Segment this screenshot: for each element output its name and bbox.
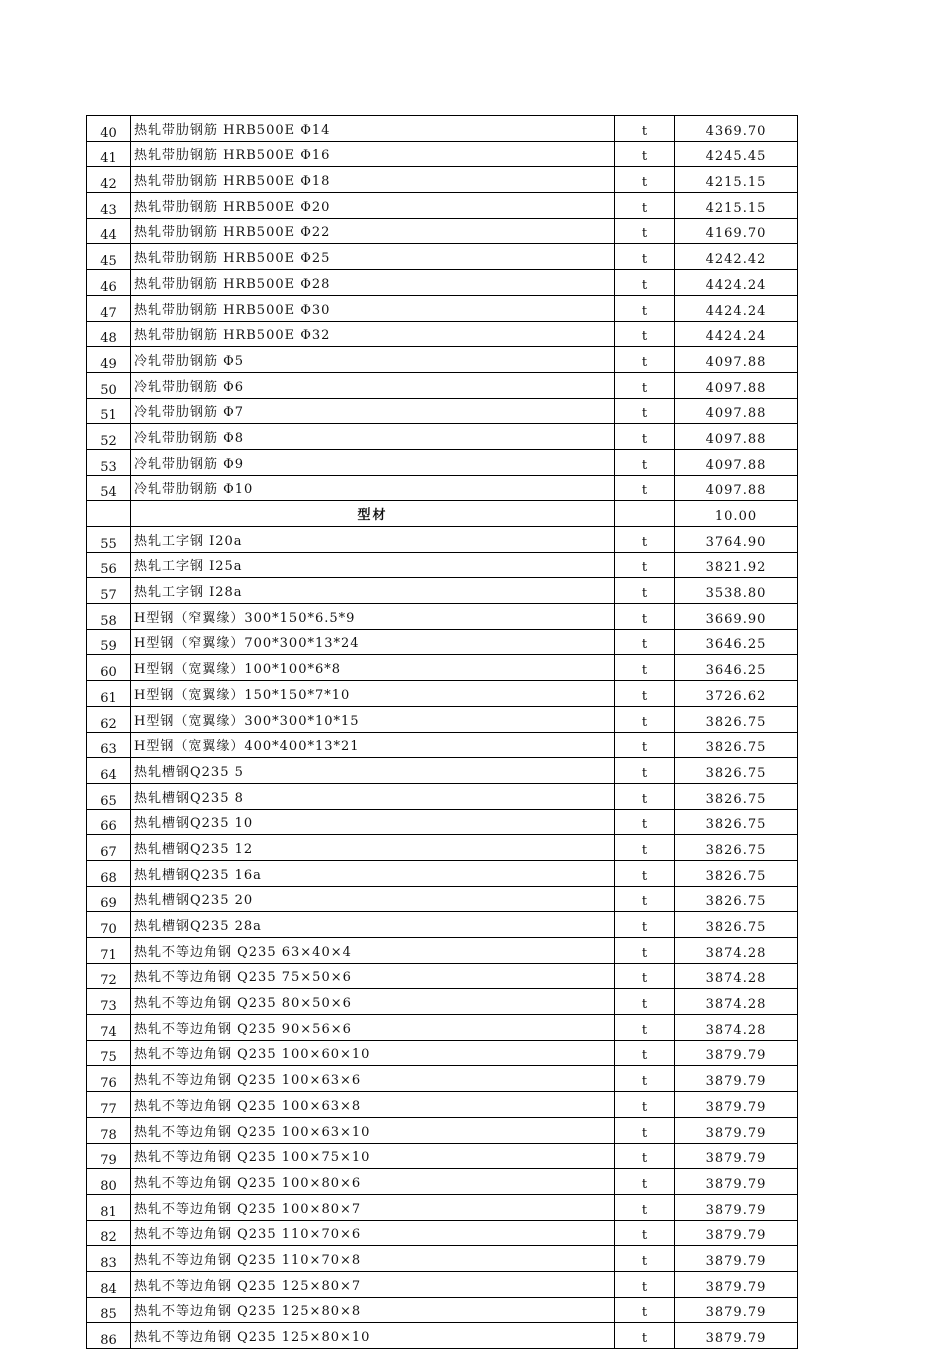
table-row bbox=[87, 758, 798, 784]
price-cell: 3879.79 bbox=[675, 1169, 798, 1195]
price-cell: 3726.62 bbox=[675, 681, 798, 707]
price-cell: 3879.79 bbox=[675, 1194, 798, 1220]
row-number-cell: 43 bbox=[87, 193, 131, 219]
table-row bbox=[87, 295, 798, 321]
material-name-cell: 热轧工字钢 I28a bbox=[131, 578, 615, 604]
material-name-cell: 热轧带肋钢筋 HRB500E Φ32 bbox=[131, 321, 615, 347]
price-cell: 3874.28 bbox=[675, 1015, 798, 1041]
price-cell: 3826.75 bbox=[675, 732, 798, 758]
material-name-cell: 冷轧带肋钢筋 Φ5 bbox=[131, 347, 615, 373]
material-name-cell: 冷轧带肋钢筋 Φ7 bbox=[131, 398, 615, 424]
table-row bbox=[87, 424, 798, 450]
price-cell: 4215.15 bbox=[675, 193, 798, 219]
row-number-cell: 55 bbox=[87, 527, 131, 553]
price-cell: 4097.88 bbox=[675, 398, 798, 424]
material-name-cell: 热轧不等边角钢 Q235 100×75×10 bbox=[131, 1143, 615, 1169]
price-cell: 4097.88 bbox=[675, 424, 798, 450]
unit-cell: t bbox=[615, 629, 675, 655]
material-name-cell: 热轧带肋钢筋 HRB500E Φ30 bbox=[131, 295, 615, 321]
material-name-cell: 热轧带肋钢筋 HRB500E Φ14 bbox=[131, 116, 615, 142]
table-row bbox=[87, 629, 798, 655]
material-name-cell: 冷轧带肋钢筋 Φ9 bbox=[131, 449, 615, 475]
material-name-cell: H型钢（宽翼缘）150*150*7*10 bbox=[131, 681, 615, 707]
price-cell: 4424.24 bbox=[675, 321, 798, 347]
row-number-cell: 58 bbox=[87, 604, 131, 630]
material-name-cell: 热轧不等边角钢 Q235 125×80×7 bbox=[131, 1271, 615, 1297]
material-name-cell: 热轧不等边角钢 Q235 110×70×6 bbox=[131, 1220, 615, 1246]
table-row bbox=[87, 347, 798, 373]
row-number-cell: 50 bbox=[87, 372, 131, 398]
table-row bbox=[87, 912, 798, 938]
table-row bbox=[87, 1271, 798, 1297]
price-cell: 3874.28 bbox=[675, 989, 798, 1015]
material-name-cell: 热轧不等边角钢 Q235 100×63×10 bbox=[131, 1117, 615, 1143]
price-cell: 3874.28 bbox=[675, 938, 798, 964]
price-cell: 3826.75 bbox=[675, 835, 798, 861]
row-number-cell: 85 bbox=[87, 1297, 131, 1323]
table-body bbox=[87, 116, 798, 1349]
material-name-cell: 热轧不等边角钢 Q235 100×80×7 bbox=[131, 1194, 615, 1220]
unit-cell: t bbox=[615, 116, 675, 142]
price-cell: 4242.42 bbox=[675, 244, 798, 270]
unit-cell: t bbox=[615, 141, 675, 167]
material-name-cell: 热轧不等边角钢 Q235 100×63×8 bbox=[131, 1092, 615, 1118]
unit-cell: t bbox=[615, 681, 675, 707]
unit-cell: t bbox=[615, 1220, 675, 1246]
table-row bbox=[87, 193, 798, 219]
row-number-cell: 70 bbox=[87, 912, 131, 938]
price-cell: 3646.25 bbox=[675, 655, 798, 681]
price-cell: 3879.79 bbox=[675, 1323, 798, 1349]
row-number-cell: 60 bbox=[87, 655, 131, 681]
table-row bbox=[87, 1323, 798, 1349]
unit-cell: t bbox=[615, 321, 675, 347]
row-number-cell: 45 bbox=[87, 244, 131, 270]
table-row bbox=[87, 1015, 798, 1041]
unit-cell: t bbox=[615, 193, 675, 219]
table-row bbox=[87, 1246, 798, 1272]
price-cell: 3826.75 bbox=[675, 886, 798, 912]
price-cell: 3879.79 bbox=[675, 1117, 798, 1143]
row-number-cell: 71 bbox=[87, 938, 131, 964]
unit-cell: t bbox=[615, 1246, 675, 1272]
row-number-cell: 54 bbox=[87, 475, 131, 501]
row-number-cell: 40 bbox=[87, 116, 131, 142]
material-name-cell: 热轧带肋钢筋 HRB500E Φ25 bbox=[131, 244, 615, 270]
material-name-cell: H型钢（宽翼缘）400*400*13*21 bbox=[131, 732, 615, 758]
row-number-cell: 66 bbox=[87, 809, 131, 835]
unit-cell: t bbox=[615, 1143, 675, 1169]
material-name-cell: 热轧不等边角钢 Q235 125×80×10 bbox=[131, 1323, 615, 1349]
price-cell: 4424.24 bbox=[675, 270, 798, 296]
price-cell: 3879.79 bbox=[675, 1271, 798, 1297]
table-row bbox=[87, 732, 798, 758]
unit-cell: t bbox=[615, 655, 675, 681]
price-cell: 3821.92 bbox=[675, 552, 798, 578]
row-number-cell: 74 bbox=[87, 1015, 131, 1041]
material-name-cell: 热轧槽钢Q235 10 bbox=[131, 809, 615, 835]
row-number-cell: 86 bbox=[87, 1323, 131, 1349]
row-number-cell: 69 bbox=[87, 886, 131, 912]
unit-cell: t bbox=[615, 1271, 675, 1297]
unit-cell: t bbox=[615, 1066, 675, 1092]
material-name-cell: 热轧工字钢 I20a bbox=[131, 527, 615, 553]
unit-cell: t bbox=[615, 938, 675, 964]
price-cell: 3826.75 bbox=[675, 706, 798, 732]
material-name-cell: 热轧槽钢Q235 16a bbox=[131, 860, 615, 886]
unit-cell: t bbox=[615, 860, 675, 886]
table-row bbox=[87, 398, 798, 424]
row-number-cell: 51 bbox=[87, 398, 131, 424]
material-name-cell: 热轧不等边角钢 Q235 100×63×6 bbox=[131, 1066, 615, 1092]
price-cell: 3826.75 bbox=[675, 912, 798, 938]
material-name-cell: 热轧不等边角钢 Q235 90×56×6 bbox=[131, 1015, 615, 1041]
table-row bbox=[87, 578, 798, 604]
table-row bbox=[87, 167, 798, 193]
price-cell: 4245.45 bbox=[675, 141, 798, 167]
row-number-cell: 77 bbox=[87, 1092, 131, 1118]
material-name-cell: 热轧槽钢Q235 12 bbox=[131, 835, 615, 861]
section-title-cell: 型材 bbox=[131, 501, 615, 527]
price-cell: 4215.15 bbox=[675, 167, 798, 193]
price-cell: 3879.79 bbox=[675, 1040, 798, 1066]
unit-cell: t bbox=[615, 1169, 675, 1195]
row-number-cell: 62 bbox=[87, 706, 131, 732]
table-row bbox=[87, 681, 798, 707]
material-name-cell: 热轧工字钢 I25a bbox=[131, 552, 615, 578]
row-number-cell: 56 bbox=[87, 552, 131, 578]
unit-cell: t bbox=[615, 398, 675, 424]
row-number-cell: 80 bbox=[87, 1169, 131, 1195]
table-row bbox=[87, 552, 798, 578]
section-number-cell bbox=[87, 501, 131, 527]
unit-cell: t bbox=[615, 783, 675, 809]
table-row bbox=[87, 706, 798, 732]
table-row bbox=[87, 1220, 798, 1246]
material-name-cell: 热轧不等边角钢 Q235 125×80×8 bbox=[131, 1297, 615, 1323]
unit-cell: t bbox=[615, 758, 675, 784]
table-row bbox=[87, 449, 798, 475]
table-row bbox=[87, 809, 798, 835]
material-name-cell: 热轧不等边角钢 Q235 100×80×6 bbox=[131, 1169, 615, 1195]
row-number-cell: 64 bbox=[87, 758, 131, 784]
unit-cell: t bbox=[615, 706, 675, 732]
table-row bbox=[87, 1169, 798, 1195]
table-row bbox=[87, 860, 798, 886]
material-name-cell: 热轧带肋钢筋 HRB500E Φ18 bbox=[131, 167, 615, 193]
material-name-cell: 冷轧带肋钢筋 Φ10 bbox=[131, 475, 615, 501]
table-row bbox=[87, 321, 798, 347]
unit-cell: t bbox=[615, 1194, 675, 1220]
row-number-cell: 84 bbox=[87, 1271, 131, 1297]
material-name-cell: 热轧槽钢Q235 5 bbox=[131, 758, 615, 784]
unit-cell: t bbox=[615, 372, 675, 398]
row-number-cell: 59 bbox=[87, 629, 131, 655]
unit-cell: t bbox=[615, 989, 675, 1015]
table-row bbox=[87, 372, 798, 398]
material-name-cell: 热轧槽钢Q235 28a bbox=[131, 912, 615, 938]
table-row bbox=[87, 835, 798, 861]
price-cell: 4097.88 bbox=[675, 347, 798, 373]
row-number-cell: 73 bbox=[87, 989, 131, 1015]
material-name-cell: 热轧不等边角钢 Q235 100×60×10 bbox=[131, 1040, 615, 1066]
table-row bbox=[87, 1092, 798, 1118]
price-cell: 3826.75 bbox=[675, 783, 798, 809]
section-unit-cell bbox=[615, 501, 675, 527]
unit-cell: t bbox=[615, 1015, 675, 1041]
unit-cell: t bbox=[615, 1297, 675, 1323]
row-number-cell: 75 bbox=[87, 1040, 131, 1066]
material-name-cell: 热轧不等边角钢 Q235 75×50×6 bbox=[131, 963, 615, 989]
price-cell: 3879.79 bbox=[675, 1143, 798, 1169]
table-row bbox=[87, 655, 798, 681]
table-row bbox=[87, 938, 798, 964]
row-number-cell: 52 bbox=[87, 424, 131, 450]
price-cell: 4097.88 bbox=[675, 449, 798, 475]
price-cell: 4097.88 bbox=[675, 475, 798, 501]
material-name-cell: H型钢（宽翼缘）300*300*10*15 bbox=[131, 706, 615, 732]
row-number-cell: 72 bbox=[87, 963, 131, 989]
row-number-cell: 67 bbox=[87, 835, 131, 861]
unit-cell: t bbox=[615, 424, 675, 450]
row-number-cell: 63 bbox=[87, 732, 131, 758]
unit-cell: t bbox=[615, 552, 675, 578]
material-name-cell: 热轧带肋钢筋 HRB500E Φ20 bbox=[131, 193, 615, 219]
row-number-cell: 47 bbox=[87, 295, 131, 321]
unit-cell: t bbox=[615, 167, 675, 193]
row-number-cell: 41 bbox=[87, 141, 131, 167]
price-cell: 3669.90 bbox=[675, 604, 798, 630]
material-name-cell: H型钢（窄翼缘）300*150*6.5*9 bbox=[131, 604, 615, 630]
material-name-cell: 冷轧带肋钢筋 Φ6 bbox=[131, 372, 615, 398]
price-cell: 3874.28 bbox=[675, 963, 798, 989]
unit-cell: t bbox=[615, 835, 675, 861]
row-number-cell: 65 bbox=[87, 783, 131, 809]
unit-cell: t bbox=[615, 886, 675, 912]
row-number-cell: 76 bbox=[87, 1066, 131, 1092]
table-row bbox=[87, 989, 798, 1015]
table-row bbox=[87, 1066, 798, 1092]
unit-cell: t bbox=[615, 912, 675, 938]
row-number-cell: 49 bbox=[87, 347, 131, 373]
section-header-row bbox=[87, 501, 798, 527]
unit-cell: t bbox=[615, 1117, 675, 1143]
price-table bbox=[86, 115, 798, 1349]
price-cell: 4169.70 bbox=[675, 218, 798, 244]
unit-cell: t bbox=[615, 527, 675, 553]
unit-cell: t bbox=[615, 295, 675, 321]
row-number-cell: 79 bbox=[87, 1143, 131, 1169]
material-name-cell: 热轧不等边角钢 Q235 80×50×6 bbox=[131, 989, 615, 1015]
row-number-cell: 83 bbox=[87, 1246, 131, 1272]
price-cell: 4424.24 bbox=[675, 295, 798, 321]
price-cell: 3538.80 bbox=[675, 578, 798, 604]
material-name-cell: H型钢（窄翼缘）700*300*13*24 bbox=[131, 629, 615, 655]
unit-cell: t bbox=[615, 1040, 675, 1066]
table-row bbox=[87, 886, 798, 912]
table-row bbox=[87, 141, 798, 167]
price-cell: 4097.88 bbox=[675, 372, 798, 398]
section-value-cell: 10.00 bbox=[675, 501, 798, 527]
unit-cell: t bbox=[615, 732, 675, 758]
table-row bbox=[87, 1143, 798, 1169]
material-name-cell: 热轧带肋钢筋 HRB500E Φ28 bbox=[131, 270, 615, 296]
price-cell: 3879.79 bbox=[675, 1297, 798, 1323]
table-row bbox=[87, 244, 798, 270]
price-cell: 3879.79 bbox=[675, 1246, 798, 1272]
table-row bbox=[87, 1040, 798, 1066]
unit-cell: t bbox=[615, 578, 675, 604]
table-row bbox=[87, 527, 798, 553]
table-row bbox=[87, 963, 798, 989]
table-row bbox=[87, 1194, 798, 1220]
table-row bbox=[87, 783, 798, 809]
material-name-cell: 热轧带肋钢筋 HRB500E Φ16 bbox=[131, 141, 615, 167]
unit-cell: t bbox=[615, 1092, 675, 1118]
unit-cell: t bbox=[615, 347, 675, 373]
table-row bbox=[87, 475, 798, 501]
row-number-cell: 53 bbox=[87, 449, 131, 475]
row-number-cell: 81 bbox=[87, 1194, 131, 1220]
row-number-cell: 68 bbox=[87, 860, 131, 886]
row-number-cell: 57 bbox=[87, 578, 131, 604]
material-name-cell: H型钢（宽翼缘）100*100*6*8 bbox=[131, 655, 615, 681]
price-cell: 3826.75 bbox=[675, 809, 798, 835]
table-row bbox=[87, 1117, 798, 1143]
table-row bbox=[87, 218, 798, 244]
unit-cell: t bbox=[615, 963, 675, 989]
unit-cell: t bbox=[615, 244, 675, 270]
price-cell: 3879.79 bbox=[675, 1066, 798, 1092]
row-number-cell: 46 bbox=[87, 270, 131, 296]
unit-cell: t bbox=[615, 475, 675, 501]
material-name-cell: 冷轧带肋钢筋 Φ8 bbox=[131, 424, 615, 450]
table-row bbox=[87, 270, 798, 296]
material-name-cell: 热轧带肋钢筋 HRB500E Φ22 bbox=[131, 218, 615, 244]
price-cell: 3826.75 bbox=[675, 758, 798, 784]
row-number-cell: 82 bbox=[87, 1220, 131, 1246]
material-name-cell: 热轧不等边角钢 Q235 110×70×8 bbox=[131, 1246, 615, 1272]
price-cell: 3764.90 bbox=[675, 527, 798, 553]
row-number-cell: 42 bbox=[87, 167, 131, 193]
price-cell: 3879.79 bbox=[675, 1092, 798, 1118]
row-number-cell: 48 bbox=[87, 321, 131, 347]
row-number-cell: 78 bbox=[87, 1117, 131, 1143]
price-cell: 3646.25 bbox=[675, 629, 798, 655]
table-row bbox=[87, 116, 798, 142]
material-name-cell: 热轧槽钢Q235 20 bbox=[131, 886, 615, 912]
unit-cell: t bbox=[615, 1323, 675, 1349]
material-name-cell: 热轧不等边角钢 Q235 63×40×4 bbox=[131, 938, 615, 964]
unit-cell: t bbox=[615, 809, 675, 835]
price-cell: 4369.70 bbox=[675, 116, 798, 142]
row-number-cell: 44 bbox=[87, 218, 131, 244]
table-row bbox=[87, 1297, 798, 1323]
price-cell: 3826.75 bbox=[675, 860, 798, 886]
table-row bbox=[87, 604, 798, 630]
unit-cell: t bbox=[615, 449, 675, 475]
row-number-cell: 61 bbox=[87, 681, 131, 707]
unit-cell: t bbox=[615, 218, 675, 244]
unit-cell: t bbox=[615, 270, 675, 296]
price-cell: 3879.79 bbox=[675, 1220, 798, 1246]
material-name-cell: 热轧槽钢Q235 8 bbox=[131, 783, 615, 809]
unit-cell: t bbox=[615, 604, 675, 630]
